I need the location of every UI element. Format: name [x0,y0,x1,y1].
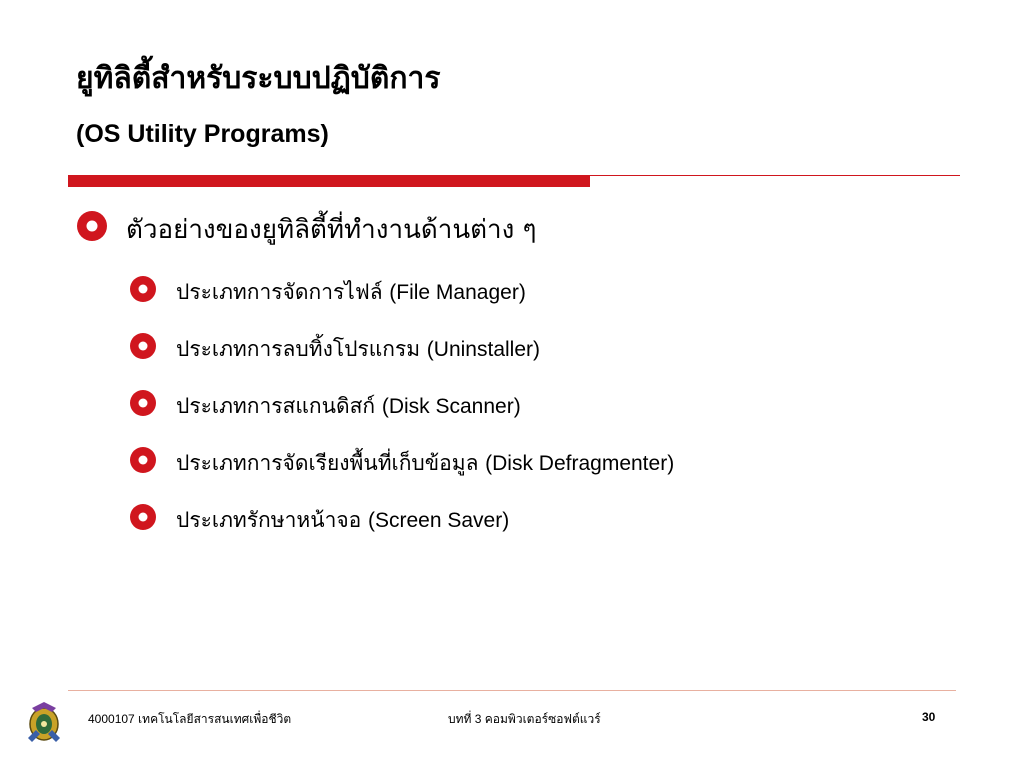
list-item-english: (Disk Defragmenter) [485,452,675,475]
footer-divider [68,690,956,691]
slide-subtitle: (OS Utility Programs) [76,120,329,148]
footer-course: 4000107 เทคโนโลยีสารสนเทศเพื่อชีวิต [88,712,292,726]
bullet-ring-icon [130,333,156,359]
bullet-ring-icon [130,276,156,302]
bullet-ring-icon [130,390,156,416]
main-point: ตัวอย่างของยูทิลิตี้ที่ทำงานด้านต่าง ๆ [126,215,537,245]
list-item-english: (File Manager) [389,281,526,304]
bullet-ring-icon [130,447,156,473]
list-item-thai: ประเภทรักษาหน้าจอ [176,508,362,532]
page-number: 30 [922,710,936,724]
university-emblem-logo [22,700,66,746]
list-item-thai: ประเภทการสแกนดิสก์ [176,394,376,418]
list-item-english: (Uninstaller) [426,338,540,361]
list-item-thai: ประเภทการจัดเรียงพื้นที่เก็บข้อมูล [176,451,479,475]
list-item [176,447,674,480]
list-item [176,276,526,309]
list-item-english: (Screen Saver) [367,509,510,532]
bullet-ring-icon [130,504,156,530]
list-item-thai: ประเภทการลบทิ้งโปรแกรม [176,337,421,361]
slide-title: ยูทิลิตี้สำหรับระบบปฏิบัติการ [76,61,441,96]
title-divider-thick [68,175,590,187]
title-divider-thin [590,175,960,176]
footer-chapter: บทที่ 3 คอมพิวเตอร์ซอฟต์แวร์ [448,712,601,726]
list-item [176,504,509,537]
bullet-ring-icon [77,211,107,241]
list-item [176,333,540,366]
list-item [176,390,521,423]
list-item-english: (Disk Scanner) [381,395,521,418]
list-item-thai: ประเภทการจัดการไฟล์ [176,280,383,304]
